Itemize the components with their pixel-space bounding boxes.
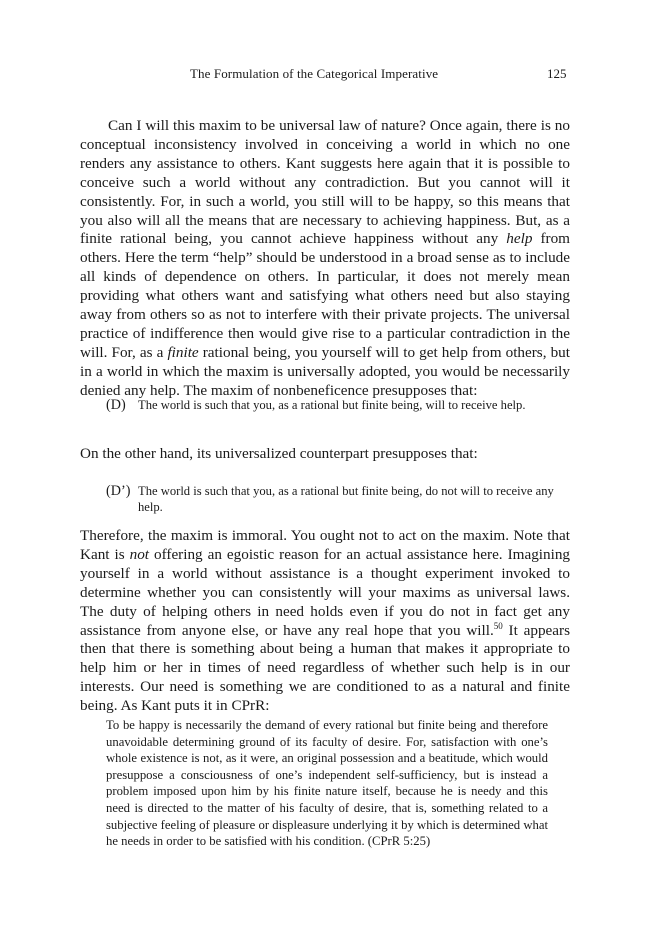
block-quote: To be happy is necessarily the demand of every rational but finite being and therefore unavoidable determining ground of its faculty of desire. For, satisfaction with one’s whole existence is not, as it were, an original possession and a beatitude, which would presuppose a consciousness of one’s independent self-sufficiency, but is instead a problem imposed upon him by his finite nature itself, because he is needy and this need is directed to the matter of his faculty of desire, that is, something related to a subjective feeling of pleasure or displeasure underlying it by which is determined what he needs in order to be satisfied with his condition. (CPrR 5:25) xyxy=(106,718,548,849)
premise-d-text: The world is such that you, as a rational but finite being, will to receive help. xyxy=(138,398,526,412)
emphasis-not: not xyxy=(129,545,150,563)
premise-d-prime-text: The world is such that you, as a rational but finite being, do not will to receive any help. xyxy=(138,484,554,515)
premise-d-prime-label: (D’) xyxy=(106,483,131,499)
body-paragraph-1: Can I will this maxim to be universal law of nature? Once again, there is no conceptual inconsistency involved in conceiving a world in which no one renders any assistance to others. Kant suggests here again that it is possible to conceive such a world without any contradiction. But you cannot will it consistently. For, in such a world, you still will to be happy, so this means that you also will all the means that are necessary to achieving happiness. But, as a finite rational being, you cannot achieve happiness without any help from others. Here the term “help” should be understood in a broad sense as to include all kinds of dependence on others. In particular, it does not merely mean providing what others want and satisfying what others need but also staying away from others so as not to interfere with their private projects. The universal practice of indifference then would give rise to a particular contradiction in the will. For, as a finite rational being, you yourself will to get help from others, but in a world in which the maxim is universally adopted, you would be necessarily denied any help. The maxim of nonbeneficence presupposes that: xyxy=(80,117,570,399)
premise-d-label: (D) xyxy=(106,397,126,413)
emphasis-finite: finite xyxy=(167,343,199,361)
premise-d-prime xyxy=(106,483,580,515)
premise-d xyxy=(106,397,580,413)
running-head: The Formulation of the Categorical Imperative xyxy=(190,66,439,81)
body-paragraph-2: Therefore, the maxim is immoral. You ought not to act on the maxim. Note that Kant is not offering an egoistic reason for an actual assistance here. Imagining yourself in a world without assistance is a thought experiment invoked to determine whether you can consistently will your maxims as universal laws. The duty of helping others in need holds even if you do not in fact get any assistance from anyone else, or have any real hope that you will.$^{50}$ It appears then that there is something about being a human that makes it appropriate to help him or her in times of need regardless of whether such help is in our interests. Our need is something we are conditioned to as a natural and finite being. As Kant puts it in CPrR: xyxy=(80,527,571,715)
footnote-marker: 50 xyxy=(493,620,503,631)
transition-line: On the other hand, its universalized counterpart presupposes that: xyxy=(80,445,478,462)
page-number: 125 xyxy=(547,66,567,81)
emphasis-help: help xyxy=(506,230,533,248)
